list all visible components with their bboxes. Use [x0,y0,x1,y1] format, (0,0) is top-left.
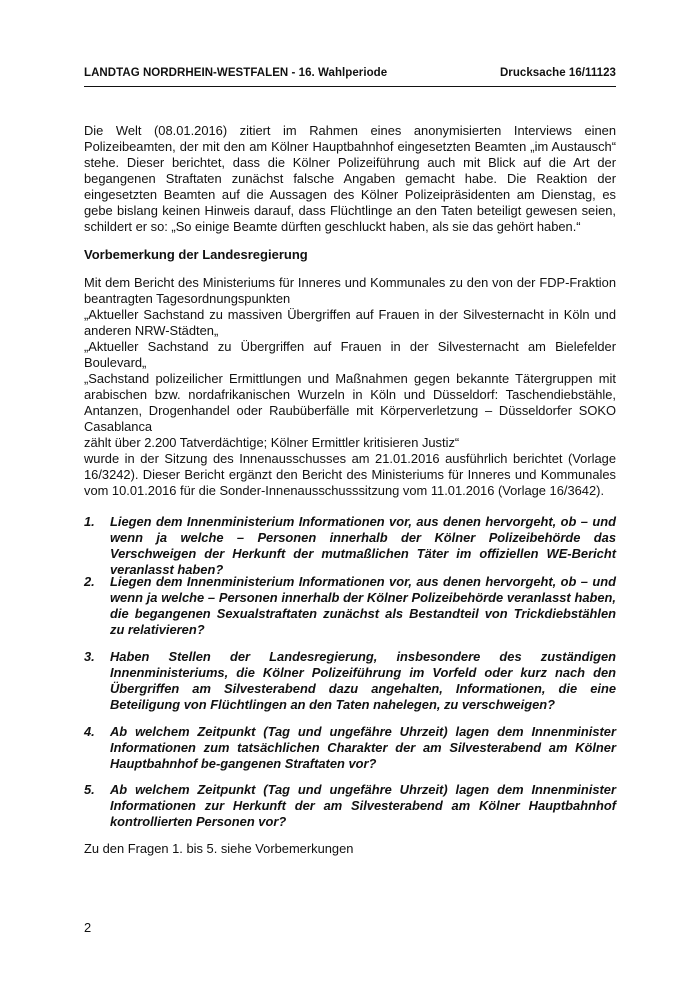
header-parliament: LANDTAG NORDRHEIN-WESTFALEN - 16. Wahlperiode [84,67,388,79]
question-text: Liegen dem Innenministerium Informationen vor, aus denen hervorgeht, ob – und wenn ja welche – Personen innerhalb der Kölner Polizeibehörde das Verschweigen der Herkunft der mutmaßlichen Täter im offiziellen WE-Bericht veranlasst haben? [110,514,616,577]
question-text: Liegen dem Innenministerium Informationen vor, aus denen hervorgeht, ob – und wenn ja welche – Personen innerhalb der Kölner Polizeibehörde veranlasst haben, die begangenen Sexualstraftaten zunächst als Bestandteil von Trickdiebstählen zu relativieren? [110,574,616,637]
section-heading: Vorbemerkung der Landesregierung [84,247,308,262]
question-text: Ab welchem Zeitpunkt (Tag und ungefähre Uhrzeit) lagen dem Innenminister Informationen zur Herkunft der am Silvesterabend am Kölner Hauptbahnhof kontrollierten Personen vor? [110,782,616,829]
remark-line: Mit dem Bericht des Ministeriums für Inneres und Kommunales zu den von der FDP-Fraktion beantragten Tagesordnungspunkten [84,275,616,306]
answer-text: Zu den Fragen 1. bis 5. siehe Vorbemerkungen [84,841,354,856]
remark-line: „Aktueller Sachstand zu Übergriffen auf Frauen in der Silvesternacht am Bielefelder Boulevard„ [84,339,616,370]
question-item [84,514,616,578]
question-number: 4. [84,724,95,739]
page-header [84,67,616,79]
question-item [84,724,616,772]
remark-line: zählt über 2.200 Tatverdächtige; Kölner Ermittler kritisieren Justiz“ [84,435,460,450]
intro-paragraph: Die Welt (08.01.2016) zitiert im Rahmen eines anonymisierten Interviews einen Polizeibeamten, der mit den am Kölner Hauptbahnhof eingesetzten Beamten „im Austausch“ stehe. Dieser berichtet, dass die Kölner Polizeiführung auch mit Blick auf die Art der begangenen Straftaten zunächst falsche Angaben gemacht habe. Die Reaktion der eingesetzten Beamten auf die Aussagen des Kölner Polizeipräsidenten am Dienstag, es gebe bislang keinen Hinweis darauf, dass Flüchtlinge an den Taten beteiligt gewesen seien, schildert er so: „So einige Beamte dürften geschluckt haben, als sie das gehört haben.“ [84,123,616,234]
question-number: 1. [84,514,95,529]
header-document-number: Drucksache 16/11123 [499,67,616,79]
question-number: 5. [84,782,95,797]
page-number: 2 [84,920,92,935]
header-rule [84,86,616,87]
question-item [84,574,616,638]
remark-line: „Aktueller Sachstand zu massiven Übergriffen auf Frauen in der Silvesternacht in Köln und anderen NRW-Städten„ [84,307,616,338]
remark-line: wurde in der Sitzung des Innenausschusses am 21.01.2016 ausführlich berichtet (Vorlage 16/3242). Dieser Bericht ergänzt den Bericht des Ministeriums für Inneres und Kommunales vom 10.01.2016 für die Sonder-Innenausschusssitzung vom 11.01.2016 (Vorlage 16/3642). [84,451,616,498]
question-item [84,782,616,830]
remark-line: „Sachstand polizeilicher Ermittlungen und Maßnahmen gegen bekannte Tätergruppen mit arabischen bzw. nordafrikanischen Wurzeln in Köln und Düsseldorf: Taschendiebstähle, Antanzen, Drogenhandel oder Raubüberfälle mit Körperverletzung – Düsseldorfer SOKO Casablanca [84,371,616,434]
preliminary-remarks [84,275,616,499]
question-number: 3. [84,649,95,664]
question-number: 2. [84,574,95,589]
question-text: Ab welchem Zeitpunkt (Tag und ungefähre Uhrzeit) lagen dem Innenminister Informationen zum tatsächlichen Charakter der am Silvesterabend am Kölner Hauptbahnhof be-gangenen Straftaten vor? [110,724,616,771]
question-item [84,649,616,713]
question-text: Haben Stellen der Landesregierung, insbesondere des zuständigen Innenministeriums, die Kölner Polizeiführung im Vorfeld oder kurz nach den Übergriffen am Silvesterabend dazu angehalten, Informationen, die eine Beteiligung von Flüchtlingen an den Taten nahelegen, zu verschweigen? [110,649,616,712]
